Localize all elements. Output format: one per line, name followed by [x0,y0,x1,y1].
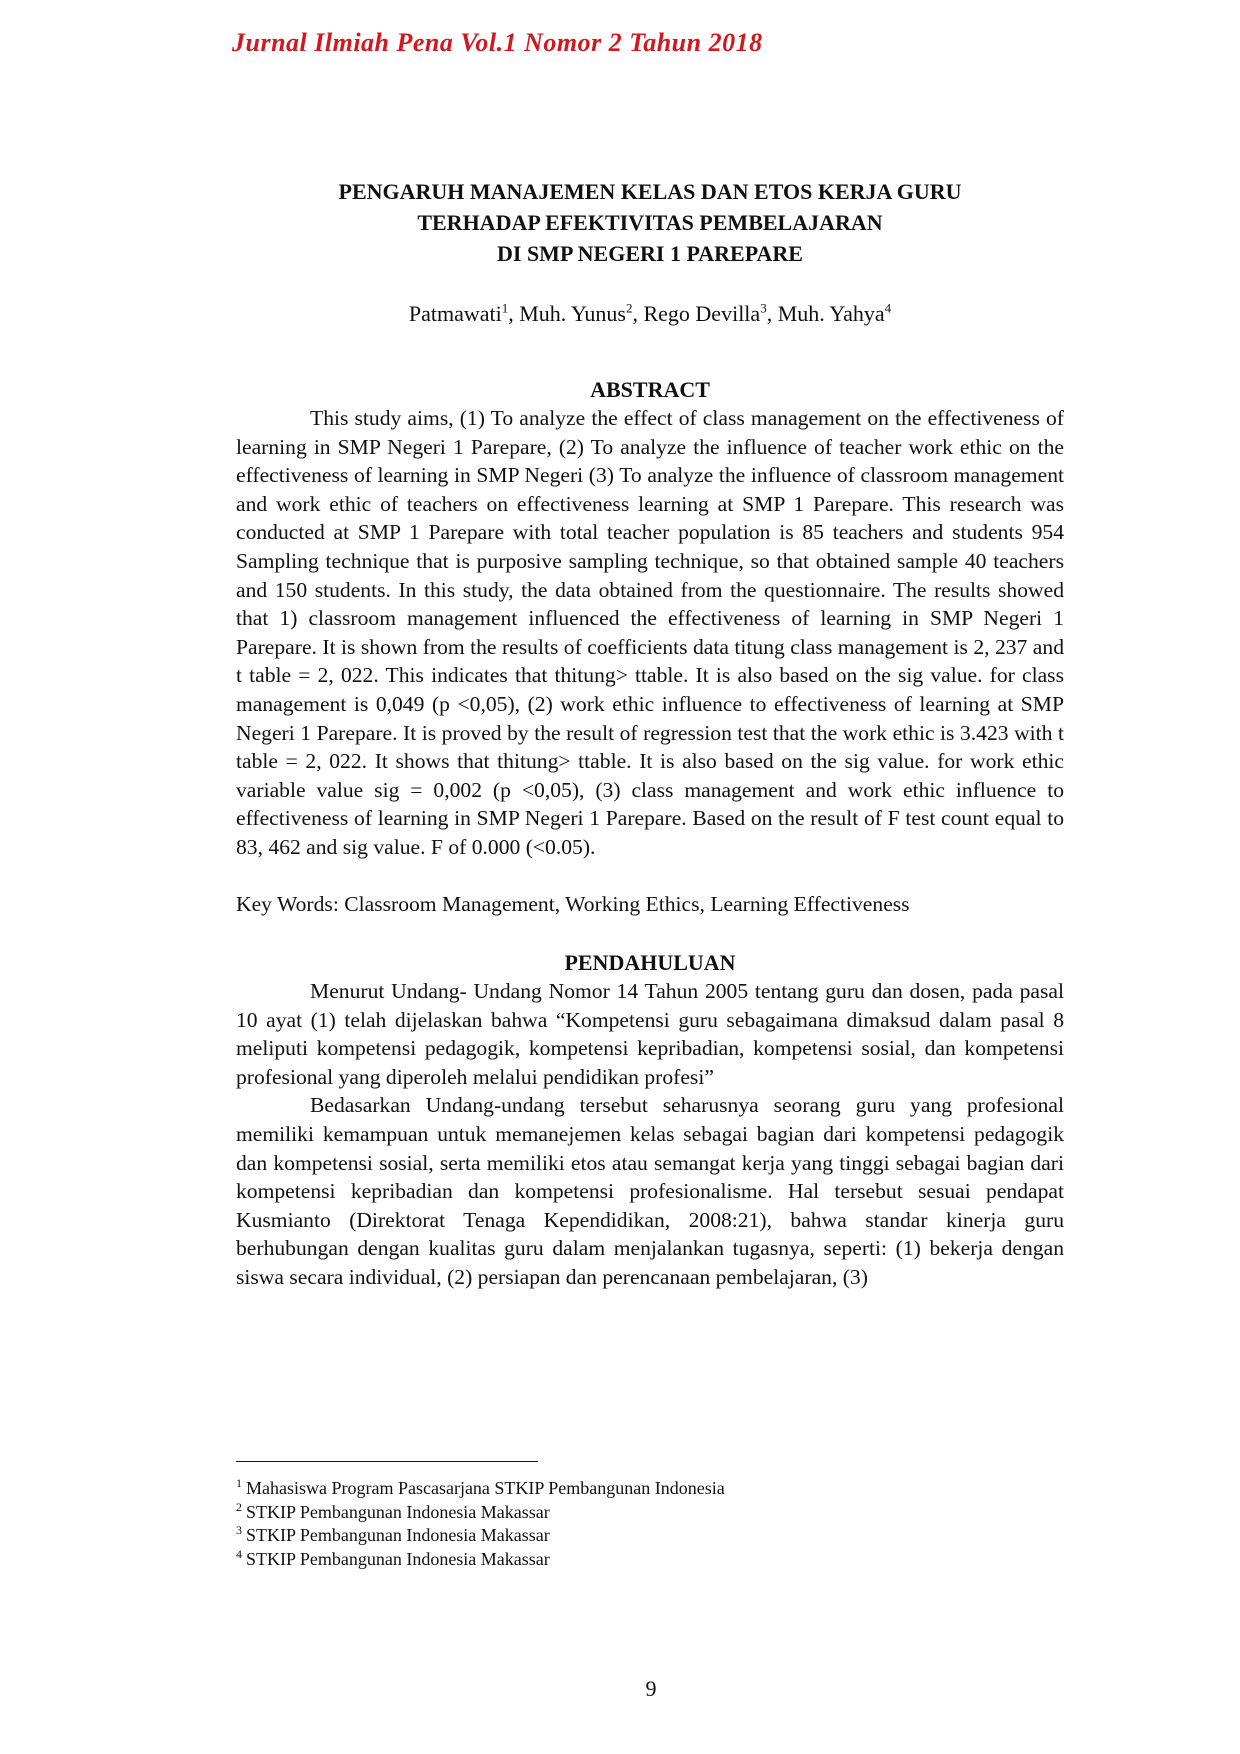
footnote-number: 2 [236,1499,242,1514]
pendahuluan-paragraph-1: Menurut Undang- Undang Nomor 14 Tahun 2005 tentang guru dan dosen, pada pasal 10 ayat (1) telah dijelaskan bahwa “Kompetensi guru sebagaimana dimaksud dalam pasal 8 meliputi kompetensi pedagogik, kompetensi kepribadian, kompetensi sosial, dan kompetensi profesional yang diperoleh melalui pendidikan profesi” [236,979,1064,1089]
footnote-divider [236,1461,538,1462]
abstract-text: This study aims, (1) To analyze the effect of class management on the effectiveness of learning in SMP Negeri 1 Parepare, (2) To analyze the influence of teacher work ethic on the effectiveness of learning in SMP Negeri (3) To analyze the influence of classroom management and work ethic of teachers on effectiveness learning at SMP 1 Parepare. This research was conducted at SMP 1 Parepare with total teacher population is 85 teachers and students 954 Sampling technique that is purposive sampling technique, so that obtained sample 40 teachers and 150 students. In this study, the data obtained from the questionnaire. The results showed that 1) classroom management influenced the effectiveness of learning in SMP Negeri 1 Parepare. It is shown from the results of coefficients data titung class management is 2, 237 and t table = 2, 022. This indicates that thitung> ttable. It is also based on the sig value. for class management is 0,049 (p <0,05), (2) work ethic influence to effectiveness of learning at SMP Negeri 1 Parepare. It is proved by the result of regression test that the work ethic is 3.423 with t table = 2, 022. It shows that thitung> ttable. It is also based on the sig value. for work ethic variable value sig = 0,002 (p <0,05), (3) class management and work ethic influence to effectiveness of learning in SMP Negeri 1 Parepare. Based on the result of F test count equal to 83, 462 and sig value. F of 0.000 (<0.05). [236,406,1064,859]
author-separator: , [632,301,644,326]
author-separator: , [508,301,520,326]
title-line-1: PENGARUH MANAJEMEN KELAS DAN ETOS KERJA GURU [338,179,962,204]
author-2: Muh. Yunus [519,301,626,326]
title-line-2: TERHADAP EFEKTIVITAS PEMBELAJARAN [417,210,883,235]
author-3-affil: 3 [760,300,767,316]
author-list [236,299,1064,329]
footnote-text: STKIP Pembangunan Indonesia Makassar [246,1548,550,1569]
article-content [236,176,1064,1292]
author-4-affil: 4 [884,300,892,316]
author-3: Rego Devilla [643,301,761,326]
footnote-1 [236,1477,1064,1501]
footnote-3 [236,1524,1064,1548]
pendahuluan-paragraph-2: Bedasarkan Undang-undang tersebut seharusnya seorang guru yang profesional memiliki kemampuan untuk memanejemen kelas sebagai bagian dari kompetensi pedagogik dan kompetensi sosial, serta memiliki etos atau semangat kerja yang tinggi sebagai bagian dari kompetensi kepribadian dan kompetensi profesionalisme. Hal tersebut sesuai pendapat Kusmianto (Direktorat Tenaga Kependidikan, 2008:21), bahwa standar kinerja guru berhubungan dengan kualitas guru dalam menjalankan tugasnya, seperti: (1) bekerja dengan siswa secara individual, (2) persiapan dan perencanaan pembelajaran, (3) [236,1093,1064,1290]
footnote-number: 1 [236,1476,242,1490]
footnotes [236,1477,1064,1571]
page-number: 9 [645,1676,657,1701]
footnote-2 [236,1501,1064,1525]
pendahuluan-heading: PENDAHULUAN [564,950,736,976]
author-2-affil: 2 [625,300,633,316]
footnote-text: STKIP Pembangunan Indonesia Makassar [246,1525,550,1545]
footnote-number: 3 [236,1523,242,1537]
journal-header: Jurnal Ilmiah Pena Vol.1 Nomor 2 Tahun 2018 [232,28,763,57]
author-1-affil: 1 [501,300,509,316]
footnote-number: 4 [236,1546,242,1561]
author-separator: , [766,301,778,326]
author-1: Patmawati [408,301,502,326]
author-4: Muh. Yahya [777,301,885,326]
title-line-3: DI SMP NEGERI 1 PAREPARE [497,241,803,266]
footnote-text: Mahasiswa Program Pascasarjana STKIP Pembangunan Indonesia [246,1478,725,1498]
footnote-4 [236,1548,1064,1572]
abstract-heading: ABSTRACT [590,377,710,402]
keywords: Key Words: Classroom Management, Working Ethics, Learning Effectiveness [236,891,910,916]
footnote-text: STKIP Pembangunan Indonesia Makassar [246,1501,550,1522]
article-title [236,176,1064,269]
